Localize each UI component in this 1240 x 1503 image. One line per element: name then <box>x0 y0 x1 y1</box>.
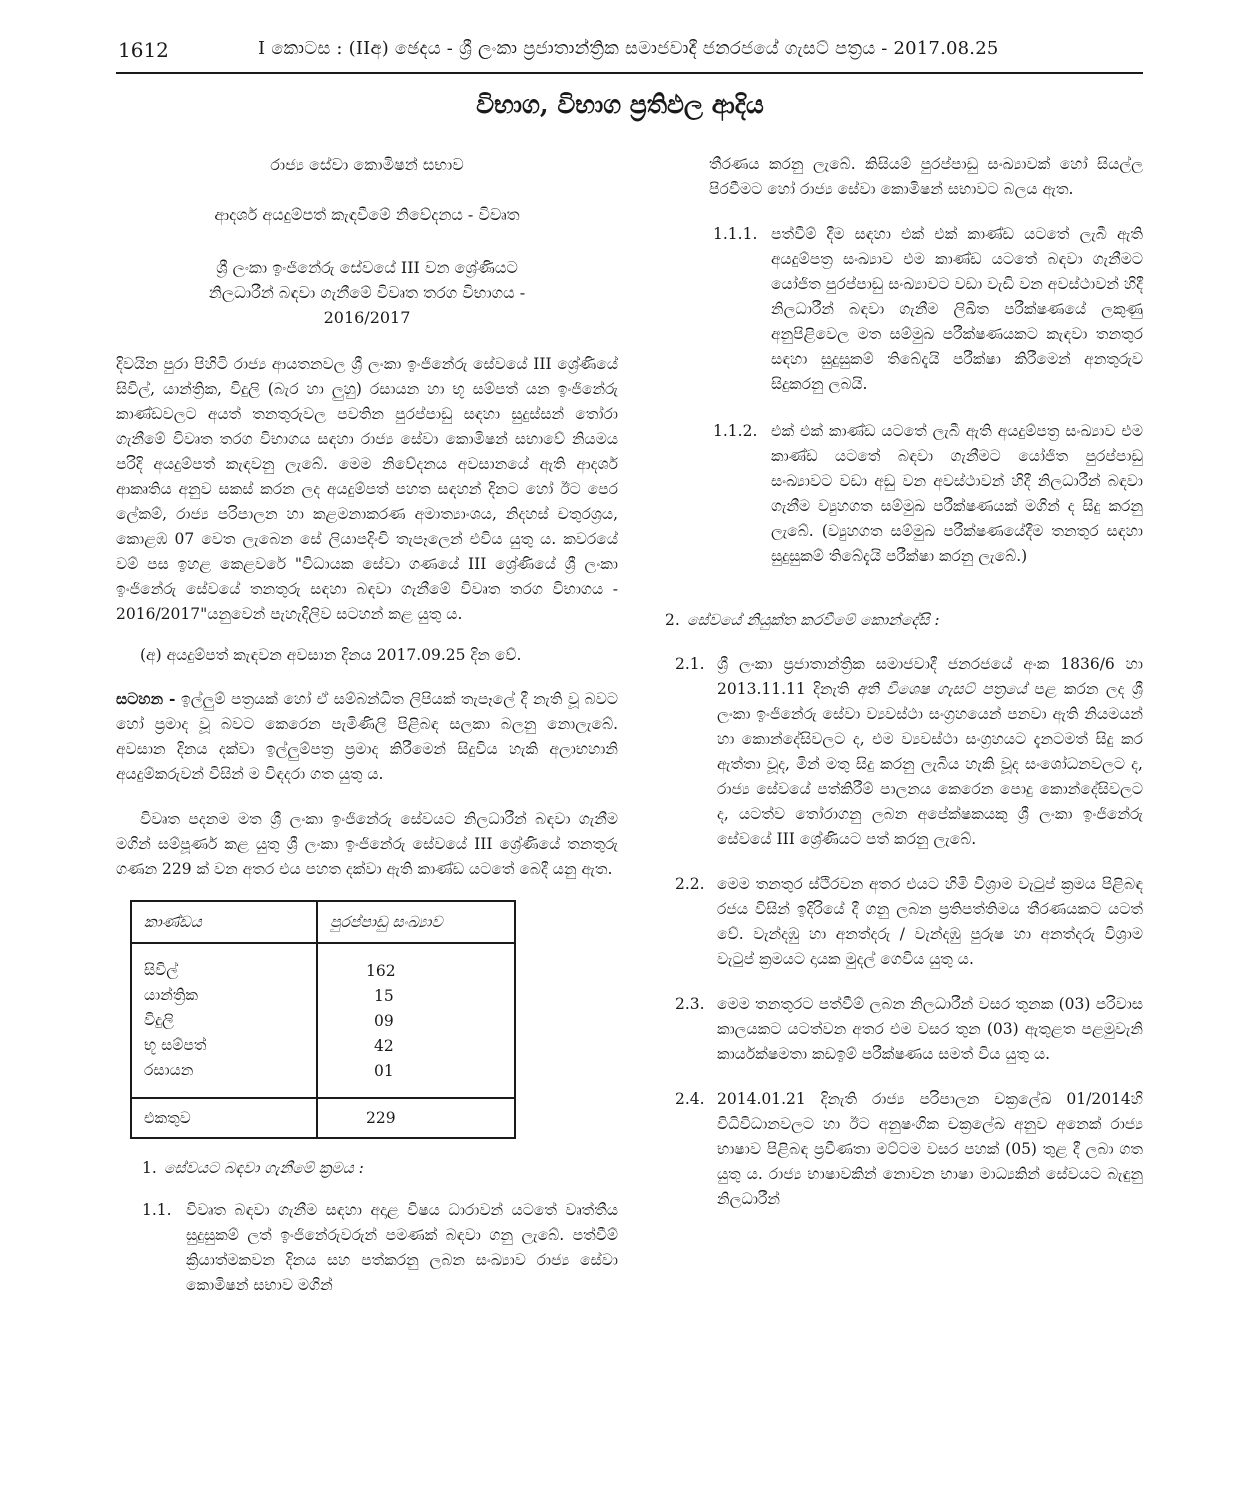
section-1-1-1: 1.1.1. පත්වීම් දීම සඳහා එක් එක් කාණ්ඩ යටතේ ලැබී ඇති අයදුම්පත්‍ර සංඛ්‍යාව එම කාණ්ඩ යටතේ බඳවා ගැනීමට යෝජිත පුරප්පාඩු සංඛ්‍යාවට වඩා වැඩි වන අවස්ථාවන් හිදී නිලධාරීන් බඳවා ගැනීම ලිඛිත පරීක්ෂණයේ ලකුණු අනුපිළිවෙල මත සම්මුඛ පරීක්ෂණයකට කැඳවා තනතුර සඳහා සුදුසුකම් තිබේදැයි පරීක්ෂා කිරීමෙන් අනතුරුව සිදුකරනු ලබයි. <box>713 225 1143 393</box>
table-row: රසායන 01 <box>131 1058 515 1083</box>
closing-date: (අ) අයදුම්පත් කැඳවන අවසාන දිනය 2017.09.25 දින වේ. <box>140 646 522 664</box>
table-total-row: එකතුව 229 <box>131 1098 515 1138</box>
table-row: යාන්ත්‍රික 15 <box>131 983 515 1008</box>
section-title: විභාග, විභාග ප්‍රතිඵල ආදිය <box>476 90 764 119</box>
section-2-4: 2.4. 2014.01.21 දිනැති රාජ්‍ය පරිපාලන චක්‍රලේඛ 01/2014හි විධිවිධානවලට හා ඊට අනුෂංගික චක්‍රලේඛ අනුව අනෙක් රාජ්‍ය භාෂාව පිළිබඳ ප්‍රවීණතා මට්ටම වසර පහක් (05) තුළ දී ලබා ගත යුතු ය. රාජ්‍ය භාෂාවකින් නොවන භාෂා මාධ්‍යකින් සේවයට බැඳුනු නිලධාරීන් <box>675 1090 1143 1208</box>
table-header-category: කාණ්ඩය <box>131 901 317 943</box>
left-column <box>116 152 618 1298</box>
vacancy-table <box>130 900 516 1139</box>
exam-title-line2: නිලධාරීන් බඳවා ගැනීමේ විවෘත තරග විභාගය - <box>208 283 526 302</box>
intro-paragraph: දිවයින පුරා පිහිටි රාජ්‍ය ආයතනවල ශ්‍රී ලංකා ඉංජිනේරු සේවයේ III ශ්‍රේණියේ සිවිල්, යාන්ත්‍රික, විදුලි (බැර හා ලුහු) රසායන හා භූ සම්පත් යන ඉංජිනේරු කාණ්ඩවලට අයත් තනතුරුවල පවතින පුරප්පාඩු සඳහා සුදුස්සන් තෝරා ගැනීමේ විවෘත තරග විභාගය සඳහා රාජ්‍ය සේවා කොමිෂන් සභාවේ නියමය පරිදි අයදුම්පත් කැඳවනු ලැබේ. මෙම නිවේදනය අවසානයේ ඇති ආදර්ශ ආකෘතිය අනුව සකස් කරන ලද අයදුම්පත් පහත සඳහන් දිනට හෝ ඊට පෙර ලේකම්, රාජ්‍ය පරිපාලන හා කළමනාකරණ අමාත්‍යාංශය, නිදහස් චතුරශ්‍රය, කොළඹ 07 වෙත ලැබෙන සේ ලියාපදිංචි තැපෑලෙන් එවිය යුතු ය. කවරයේ වම් පස ඉහළ කෙළවරේ "විධායක සේවා ගණයේ III ශ්‍රේණියේ ශ්‍රී ලංකා ඉංජිනේරු සේවයේ තනතුරු සඳහා බඳවා ගැනීමේ විවෘත තරග විභාගය - 2016/2017"යනුවෙන් පැහැදිලිව සටහන් කළ යුතු ය. <box>116 355 618 623</box>
note-label: සටහන - <box>116 689 176 708</box>
section-1-heading: 1. සේවයට බඳවා ගැනීමේ ක්‍රමය : <box>142 1159 364 1177</box>
note-paragraph <box>116 686 618 787</box>
organization-name: රාජ්‍ය සේවා කොමිෂන් සභාව <box>270 155 464 174</box>
section-2-2: 2.2. මෙම තනතුර ස්ථිරවන අතර එයට හිමි විශ්‍රාම වැටුප් ක්‍රමය පිළිබඳ රජය විසින් ඉදිරියේ දී ගනු ලබන ප්‍රතිපත්තිමය තීරණයකට යටත් වේ. වැන්දඹු හා අනත්දරු / වැන්දඹු පුරුෂ හා අනත්දරු විශ්‍රාම වැටුප් ක්‍රමයට දායක මුදල් ගෙවිය යුතු ය. <box>675 875 1143 968</box>
section-2-3: 2.3. මෙම තනතුරට පත්වීම් ලබන නිලධාරීන් වසර තුනක (03) පරිවාස කාලයකට යටත්වන අතර එම වසර තුන (03) ඇතුළත පළමුවැනි කාර්යක්ෂමතා කඩඉම් පරීක්ෂණය සමත් විය යුතු ය. <box>675 995 1143 1063</box>
exam-title-line1: ශ්‍රී ලංකා ඉංජිනේරු සේවයේ III වන ශ්‍රේණියට <box>216 258 518 277</box>
note-text: ඉල්ලුම් පත්‍රයක් හෝ ඒ සම්බන්ධිත ලිපියක් තැපෑලේ දී නැති වූ බවට හෝ ප්‍රමාද වූ බවට කෙරෙන පැමිණිලි පිළිබඳ සලකා බලනු නොලැබේ. අවසාන දිනය දක්වා ඉල්ලුම්පත්‍ර ප්‍රමාද කිරීමෙන් සිදුවිය හැකි අලාභහානි අයදුම්කරුවන් විසින් ම විඳදරා ගත යුතු ය. <box>116 690 618 783</box>
section-2-heading: 2. සේවයේ නියුක්ත කරවීමේ කොන්දේසි : <box>665 611 940 629</box>
table-row: විදුලි 09 <box>131 1008 515 1033</box>
section-2-1: 2.1. ශ්‍රී ලංකා ප්‍රජාතාන්ත්‍රික සමාජවාදී ජනරජයේ අංක 1836/6 හා 2013.11.11 දිනැති අති විශෙෂ ගැසට් පත්‍රයේ පළ කරන ලද ශ්‍රී ලංකා ඉංජිනේරු සේවා ව්‍යවස්ථා සංග්‍රහයෙන් පනවා ඇති නියමයන් හා කොන්දේසිවලට ද, එම ව්‍යවස්ථා සංග්‍රහයට දැනටමත් සිදු කර ඇත්තා වූද, මින් මතු සිදු කරනු ලැබිය හැකි වූද සංශෝධනවලට ද, රාජ්‍ය සේවයේ පත්කිරීම් පාලනය කෙරෙන පොදු කොන්දේසිවලට ද, යටත්ව තෝරාගනු ලබන අපේක්ෂකයකු ශ්‍රී ලංකා ඉංජිනේරු සේවයේ III ශ්‍රේණියට පත් කරනු ලැබේ. <box>675 655 1143 848</box>
continued-paragraph: තීරණය කරනු ලැබේ. කිසියම් පුරප්පාඩු සංඛ්‍යාවක් හෝ සියල්ල පිරවීමට හෝ රාජ්‍ය සේවා කොමිෂන් සභාවට බලය ඇත. <box>709 155 1143 198</box>
section-1-1: 1.1. විවෘත බඳවා ගැනීම සඳහා අදාළ විෂය ධාරාවන් යටතේ වෘත්තීය සුදුසුකම් ලත් ඉංජිනේරුවරුන් පමණක් බඳවා ගනු ලැබේ. පත්වීම් ක්‍රියාත්මකවන දිනය සහ පත්කරනු ලබන සංඛ්‍යාව රාජ්‍ය සේවා කොමිෂන් සභාව මගින් <box>142 1201 618 1294</box>
notice-heading: ආදර්ශ අයදුම්පත් කැඳවීමේ නිවේදනය - විවෘත <box>214 205 520 224</box>
table-row: භූ සම්පත් 42 <box>131 1033 515 1058</box>
exam-year: 2016/2017 <box>323 308 411 327</box>
table-header-vacancies: පුරප්පාඩු සංඛ්‍යාව <box>317 901 515 943</box>
right-column <box>665 152 1143 1212</box>
vacancy-paragraph: විවෘත පදනම මත ශ්‍රී ලංකා ඉංජිනේරු සේවයට නිලධාරීන් බඳවා ගැනීම මගින් සම්පූර්ණ කළ යුතු ශ්‍රී ලංකා ඉංජිනේරු සේවයේ III ශ්‍රේණියේ තනතුරු ගණන 229 ක් වන අතර එය පහත දක්වා ඇති කාණ්ඩ යටතේ බෙදී යනු ඇත. <box>116 810 618 878</box>
page-number: 1612 <box>118 38 169 62</box>
table-row: සිවිල් 162 <box>131 958 515 983</box>
header-rule <box>116 72 1143 74</box>
running-header: I කොටස : (IIඅ) ඡෙදය - ශ්‍රී ලංකා ප්‍රජාතාන්ත්‍රික සමාජවාදී ජනරජයේ ගැසට් පත්‍රය - 2017.08.25 <box>258 38 999 59</box>
section-1-1-2: 1.1.2. එක් එක් කාණ්ඩ යටතේ ලැබී ඇති අයදුම්පත්‍ර සංඛ්‍යාව එම කාණ්ඩ යටතේ බඳවා ගැනීමට යෝජිත පුරප්පාඩු සංඛ්‍යාවට වඩා අඩු වන අවස්ථාවන් හිදී නිලධාරීන් බඳවා ගැනීම ව්‍යුහගත සම්මුඛ පරීක්ෂණයක් මගින් ද සිදු කරනු ලැබේ. (ව්‍යුහගත සම්මුඛ පරීක්ෂණයේදීම තනතුර සඳහා සුදුසුකම් තිබේදැයි පරීක්ෂා කරනු ලැබේ.) <box>713 422 1143 565</box>
